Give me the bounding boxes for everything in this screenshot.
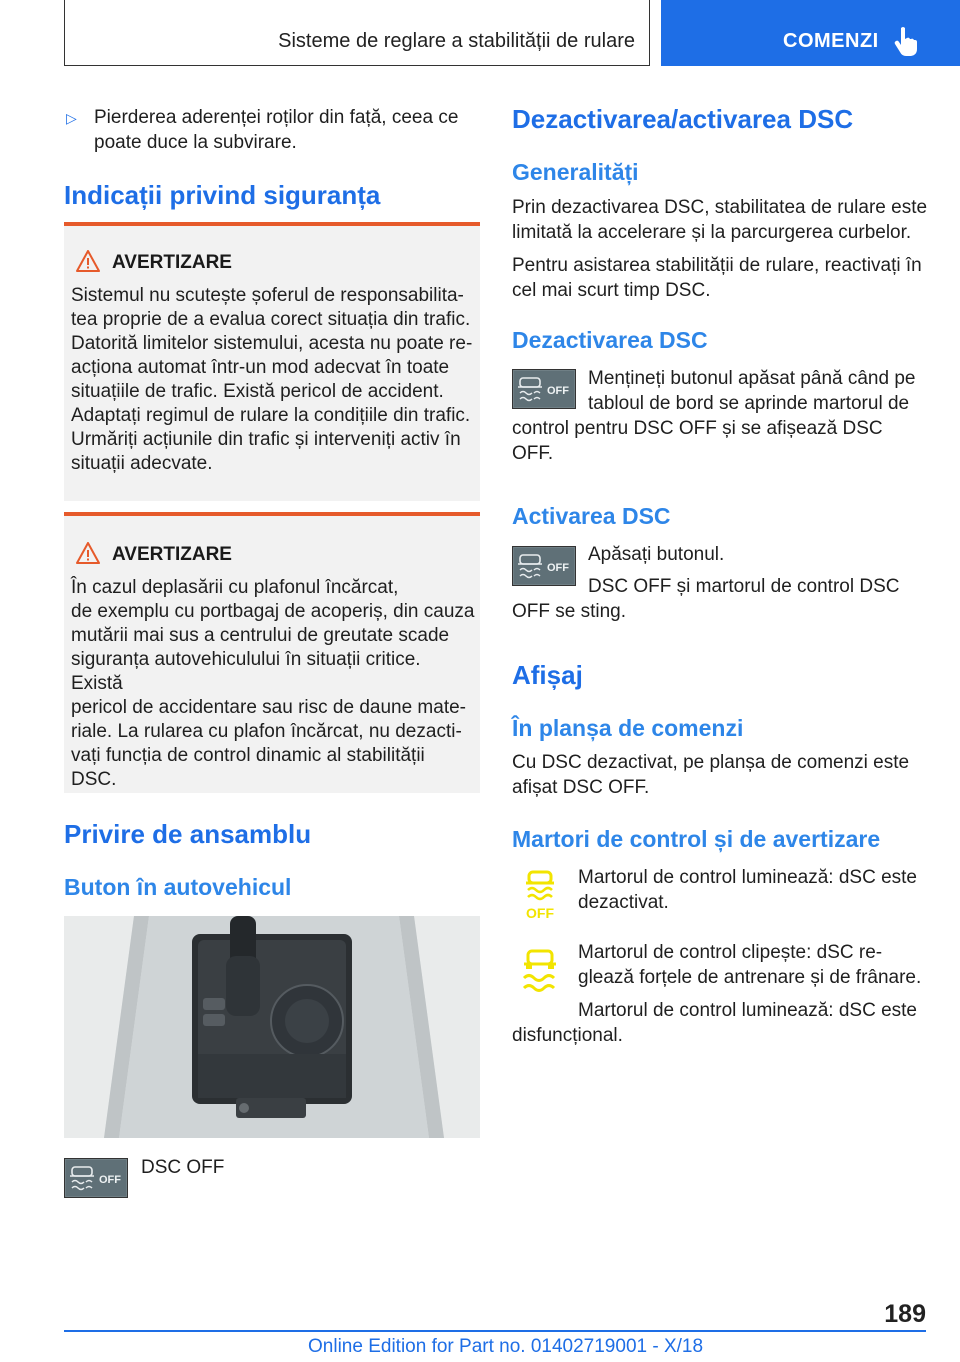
warning-title: AVERTIZARE — [112, 252, 232, 273]
warning-body: În cazul deplasării cu plafonul încărcat, de exemplu cu portbagaj de acoperiș, din cauza mutării mai sus a centrului de greutate scade siguranța autovehiculului în situații critice. Există pericol de accidentare sau risc de daune mate- riale. La rularea cu plafon încărcat, nu dezacti- vați funcția de control dinamic al stabilității DSC. — [71, 577, 475, 790]
dsc-off-button-icon — [512, 369, 576, 409]
deactivation-text-b: control pentru DSC OFF și se afișează DSC OFF. — [512, 418, 883, 464]
deactivation-heading: Dezactivarea DSC — [512, 327, 708, 353]
panel-heading: În planșa de comenzi — [512, 715, 744, 741]
bullet-triangle-icon: ▷ — [66, 110, 77, 126]
warning-triangle-icon — [76, 542, 100, 564]
activation-text-2b: OFF se sting. — [512, 601, 627, 622]
activation-text-1: Apăsați butonul. — [588, 544, 725, 565]
bullet-text: Pierderea aderenței roților din față, ceea ce poate duce la subvirare. — [94, 107, 459, 153]
chapter-tab[interactable] — [661, 0, 960, 66]
dsc-off-lamp-icon — [520, 868, 560, 922]
general-paragraph-1: Prin dezactivarea DSC, stabilitatea de rulare este limitată la accelerare și la parcurgerea curbelor. — [512, 197, 928, 243]
overview-heading: Privire de ansamblu — [64, 819, 312, 849]
main-heading: Dezactivarea/activarea DSC — [512, 104, 854, 134]
general-paragraph-2: Pentru asistarea stabilității de rulare, reactivați în cel mai scurt timp DSC. — [512, 255, 922, 301]
safety-heading: Indicații privind siguranța — [64, 180, 381, 210]
button-heading: Buton în autovehicul — [64, 874, 292, 900]
page-number: 189 — [884, 1300, 926, 1328]
warning-box-1 — [64, 222, 480, 501]
warning-box-2 — [64, 512, 480, 793]
dsc-off-button-icon — [64, 1158, 128, 1198]
chapter-label: COMENZI — [783, 30, 879, 52]
lamp3-text-a: Martorul de control luminează: dSC este — [578, 1000, 917, 1021]
lamp2-text: Martorul de control clipește: dSC re-glează forțele de antrenare și de frânare. — [578, 942, 922, 988]
footer-divider — [64, 1330, 926, 1332]
dsc-active-lamp-icon — [518, 946, 562, 998]
lamp3-text-b: disfuncțional. — [512, 1025, 623, 1046]
dsc-off-button-icon — [512, 546, 576, 586]
edition-text: Online Edition for Part no. 01402719001 - X/18 — [308, 1336, 704, 1357]
activation-text-2a: DSC OFF și martorul de control DSC — [588, 576, 900, 597]
section-title: Sisteme de reglare a stabilității de rulare — [278, 30, 635, 52]
center-console-photo — [64, 916, 480, 1138]
header-section-box — [64, 0, 650, 66]
svg-text:OFF: OFF — [526, 905, 554, 921]
display-heading: Afișaj — [512, 660, 583, 690]
dsc-caption: DSC OFF — [141, 1157, 225, 1178]
activation-heading: Activarea DSC — [512, 503, 671, 529]
general-heading: Generalități — [512, 159, 639, 185]
warning-title: AVERTIZARE — [112, 544, 232, 565]
panel-text: Cu DSC dezactivat, pe planșa de comenzi este afișat DSC OFF. — [512, 752, 910, 798]
deactivation-text-a: Mențineți butonul apăsat până când pe tabloul de bord se aprinde martorul de — [588, 368, 916, 414]
pointing-hand-icon — [893, 26, 919, 56]
lamp1-text: Martorul de control luminează: dSC este dezactivat. — [578, 867, 917, 913]
warning-triangle-icon — [76, 250, 100, 272]
lamps-heading: Martori de control și de avertizare — [512, 826, 881, 852]
warning-body: Sistemul nu scutește șoferul de responsabilita- tea proprie de a evalua corect situația din trafic. Datorită limitelor sistemului, acesta nu poate re- acționa automat într-un mod adecvat în toate situațiile de trafic. Există pericol de accident. Adaptați regimul de rulare la condițiile din trafic. Urmăriți acțiunile din trafic și interveniți activ în situații adecvate. — [71, 285, 473, 474]
